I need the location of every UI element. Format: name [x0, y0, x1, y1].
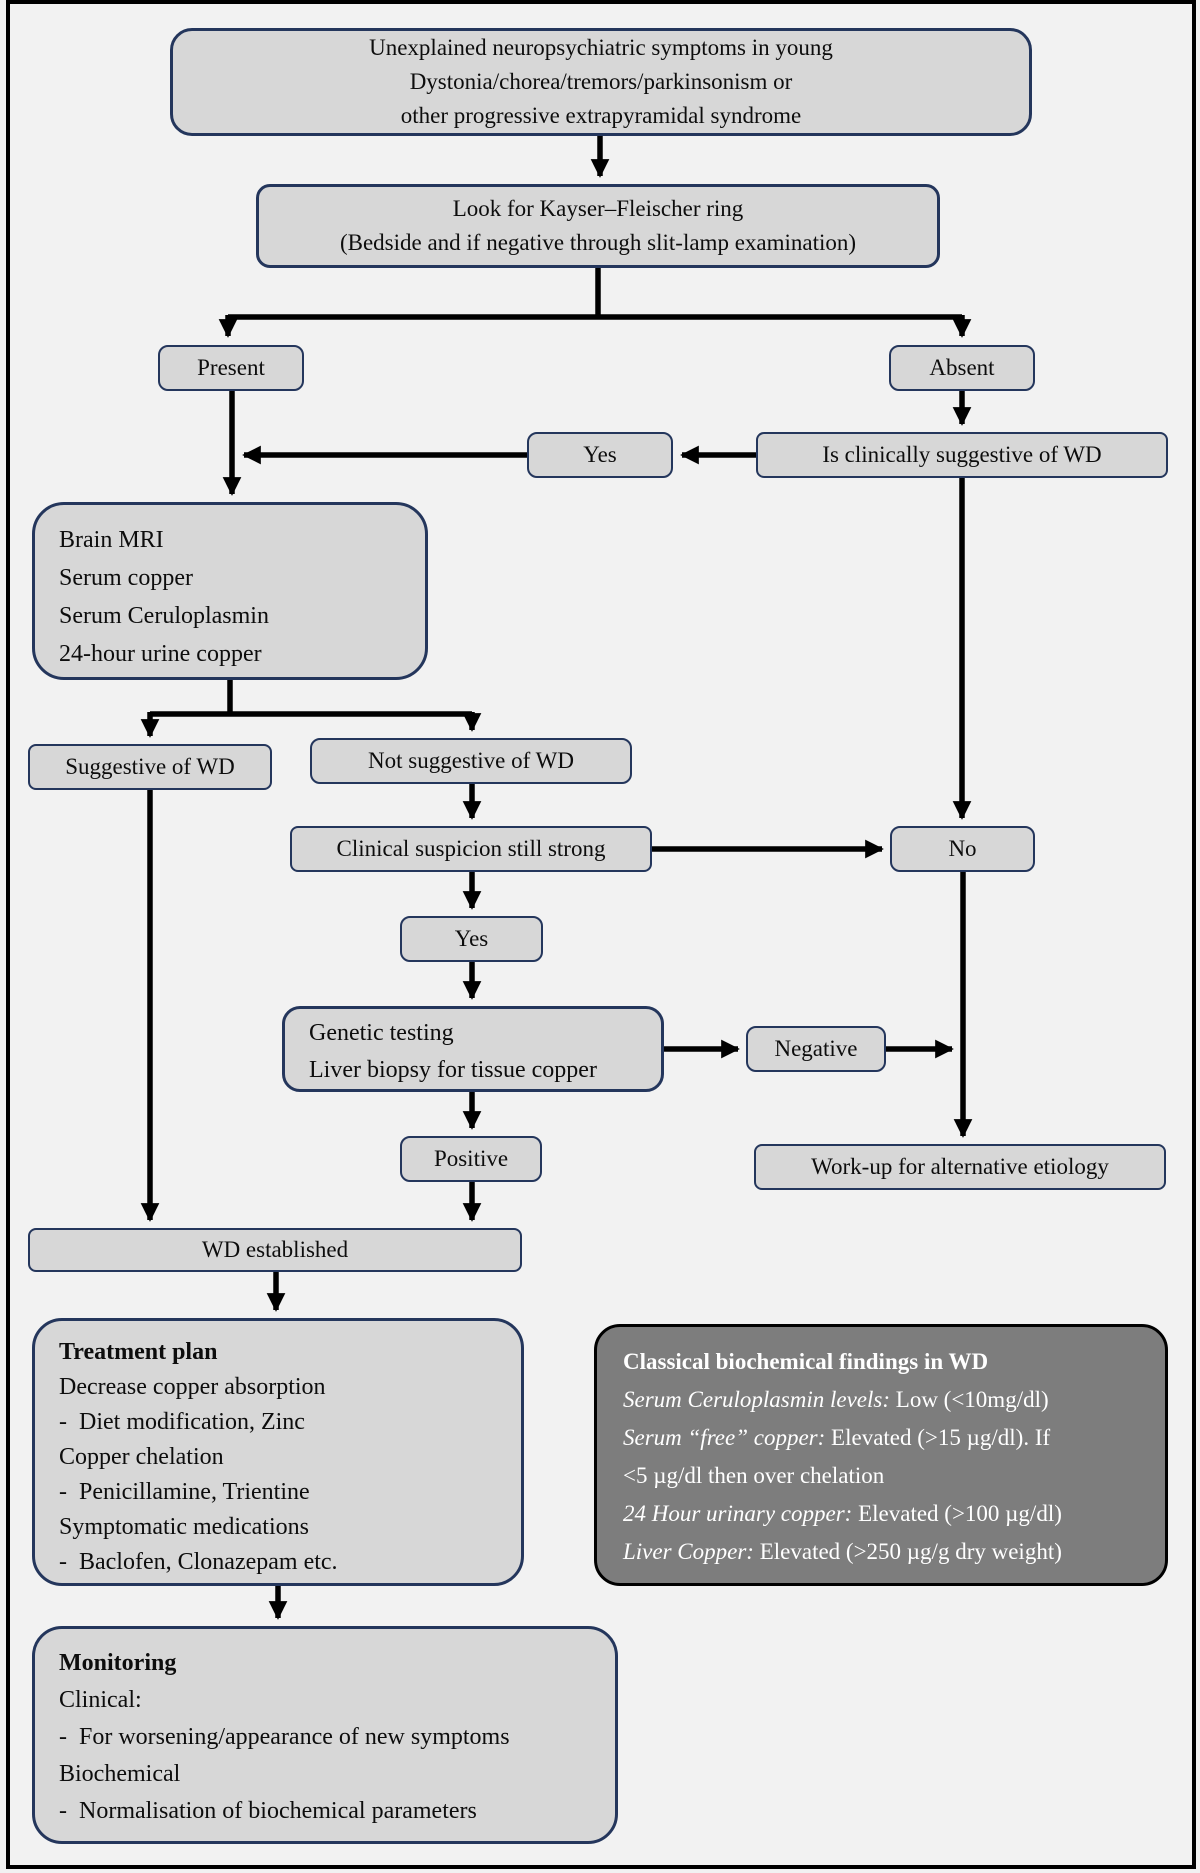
node-label: Present	[197, 355, 265, 380]
finding-value: Low (<10mg/dl)	[890, 1387, 1049, 1412]
node-wd-established	[28, 1228, 522, 1272]
node-label: No	[948, 836, 977, 861]
node-line: Biochemical	[59, 1761, 181, 1787]
node-line: Serum Ceruloplasmin	[59, 603, 269, 629]
node-line: other progressive extrapyramidal syndrome	[400, 103, 802, 128]
node-line: - Baclofen, Clonazepam etc.	[59, 1549, 338, 1575]
finding-term: 24 Hour urinary copper:	[623, 1501, 853, 1526]
node-label: Suggestive of WD	[65, 754, 235, 779]
node-genetic-testing	[282, 1006, 664, 1092]
node-title: Treatment plan	[59, 1339, 218, 1365]
node-line: - Normalisation of biochemical parameters	[59, 1798, 477, 1824]
node-line	[623, 1381, 1157, 1419]
finding-value: Elevated (>100 µg/dl)	[852, 1501, 1062, 1526]
node-alternative-etiology	[754, 1144, 1166, 1190]
node-label: Absent	[929, 355, 995, 380]
node-kayser-fleischer	[256, 184, 940, 268]
finding-term: Serum Ceruloplasmin levels:	[623, 1387, 891, 1412]
node-line: Dystonia/chorea/tremors/parkinsonism or	[409, 69, 793, 94]
node-label: Clinical suspicion still strong	[336, 836, 606, 861]
node-line: 24-hour urine copper	[59, 641, 262, 667]
node-label: Yes	[583, 442, 617, 467]
node-no	[890, 826, 1035, 872]
node-label: WD established	[201, 1237, 349, 1262]
node-line: Liver biopsy for tissue copper	[309, 1057, 597, 1083]
finding-value: Elevated (>15 µg/dl). If	[825, 1425, 1051, 1450]
node-yes-suspicion	[400, 916, 543, 962]
node-yes-clinically-suggestive	[527, 432, 673, 478]
node-title: Classical biochemical findings in WD	[623, 1349, 989, 1374]
node-label: Yes	[454, 926, 489, 951]
finding-term: Liver Copper:	[623, 1539, 754, 1564]
node-positive	[400, 1136, 542, 1182]
node-line: Clinical:	[59, 1687, 142, 1713]
node-label: Not suggestive of WD	[368, 748, 574, 773]
node-title: Monitoring	[59, 1650, 177, 1676]
node-label: Is clinically suggestive of WD	[822, 442, 1102, 467]
node-line: Serum copper	[59, 565, 193, 591]
node-line: - Diet modification, Zinc	[59, 1409, 305, 1435]
node-line: Copper chelation	[59, 1444, 224, 1470]
node-line: Brain MRI	[59, 527, 164, 553]
node-present	[158, 345, 304, 391]
node-label: Negative	[774, 1036, 858, 1061]
node-suggestive-of-wd	[28, 744, 272, 790]
node-unexplained-symptoms	[170, 28, 1032, 136]
node-monitoring	[32, 1626, 618, 1844]
node-treatment-plan	[32, 1318, 524, 1586]
node-biochemical-findings	[594, 1324, 1168, 1586]
node-label: Work-up for alternative etiology	[811, 1154, 1109, 1179]
node-is-clinically-suggestive	[756, 432, 1168, 478]
node-absent	[889, 345, 1035, 391]
node-line	[623, 1457, 1157, 1495]
node-line: - Penicillamine, Trientine	[59, 1479, 310, 1505]
finding-term: Serum “free” copper:	[623, 1425, 826, 1450]
node-line: Symptomatic medications	[59, 1514, 309, 1540]
node-label: Positive	[433, 1146, 509, 1171]
node-line	[623, 1419, 1157, 1457]
node-line: - For worsening/appearance of new symptoms	[59, 1724, 510, 1750]
node-line: Unexplained neuropsychiatric symptoms in young	[369, 35, 833, 60]
node-line: Look for Kayser–Fleischer ring	[452, 196, 744, 221]
node-line: (Bedside and if negative through slit-lamp examination)	[339, 230, 857, 255]
node-not-suggestive-of-wd	[310, 738, 632, 784]
node-negative	[746, 1026, 886, 1072]
node-investigations	[32, 502, 428, 680]
finding-value: Elevated (>250 µg/g dry weight)	[753, 1539, 1062, 1564]
finding-value: <5 µg/dl then over chelation	[623, 1463, 885, 1488]
node-line	[623, 1533, 1157, 1571]
node-line: Decrease copper absorption	[59, 1374, 326, 1400]
node-clinical-suspicion	[290, 826, 652, 872]
node-line	[623, 1495, 1157, 1533]
node-line: Genetic testing	[309, 1020, 454, 1046]
